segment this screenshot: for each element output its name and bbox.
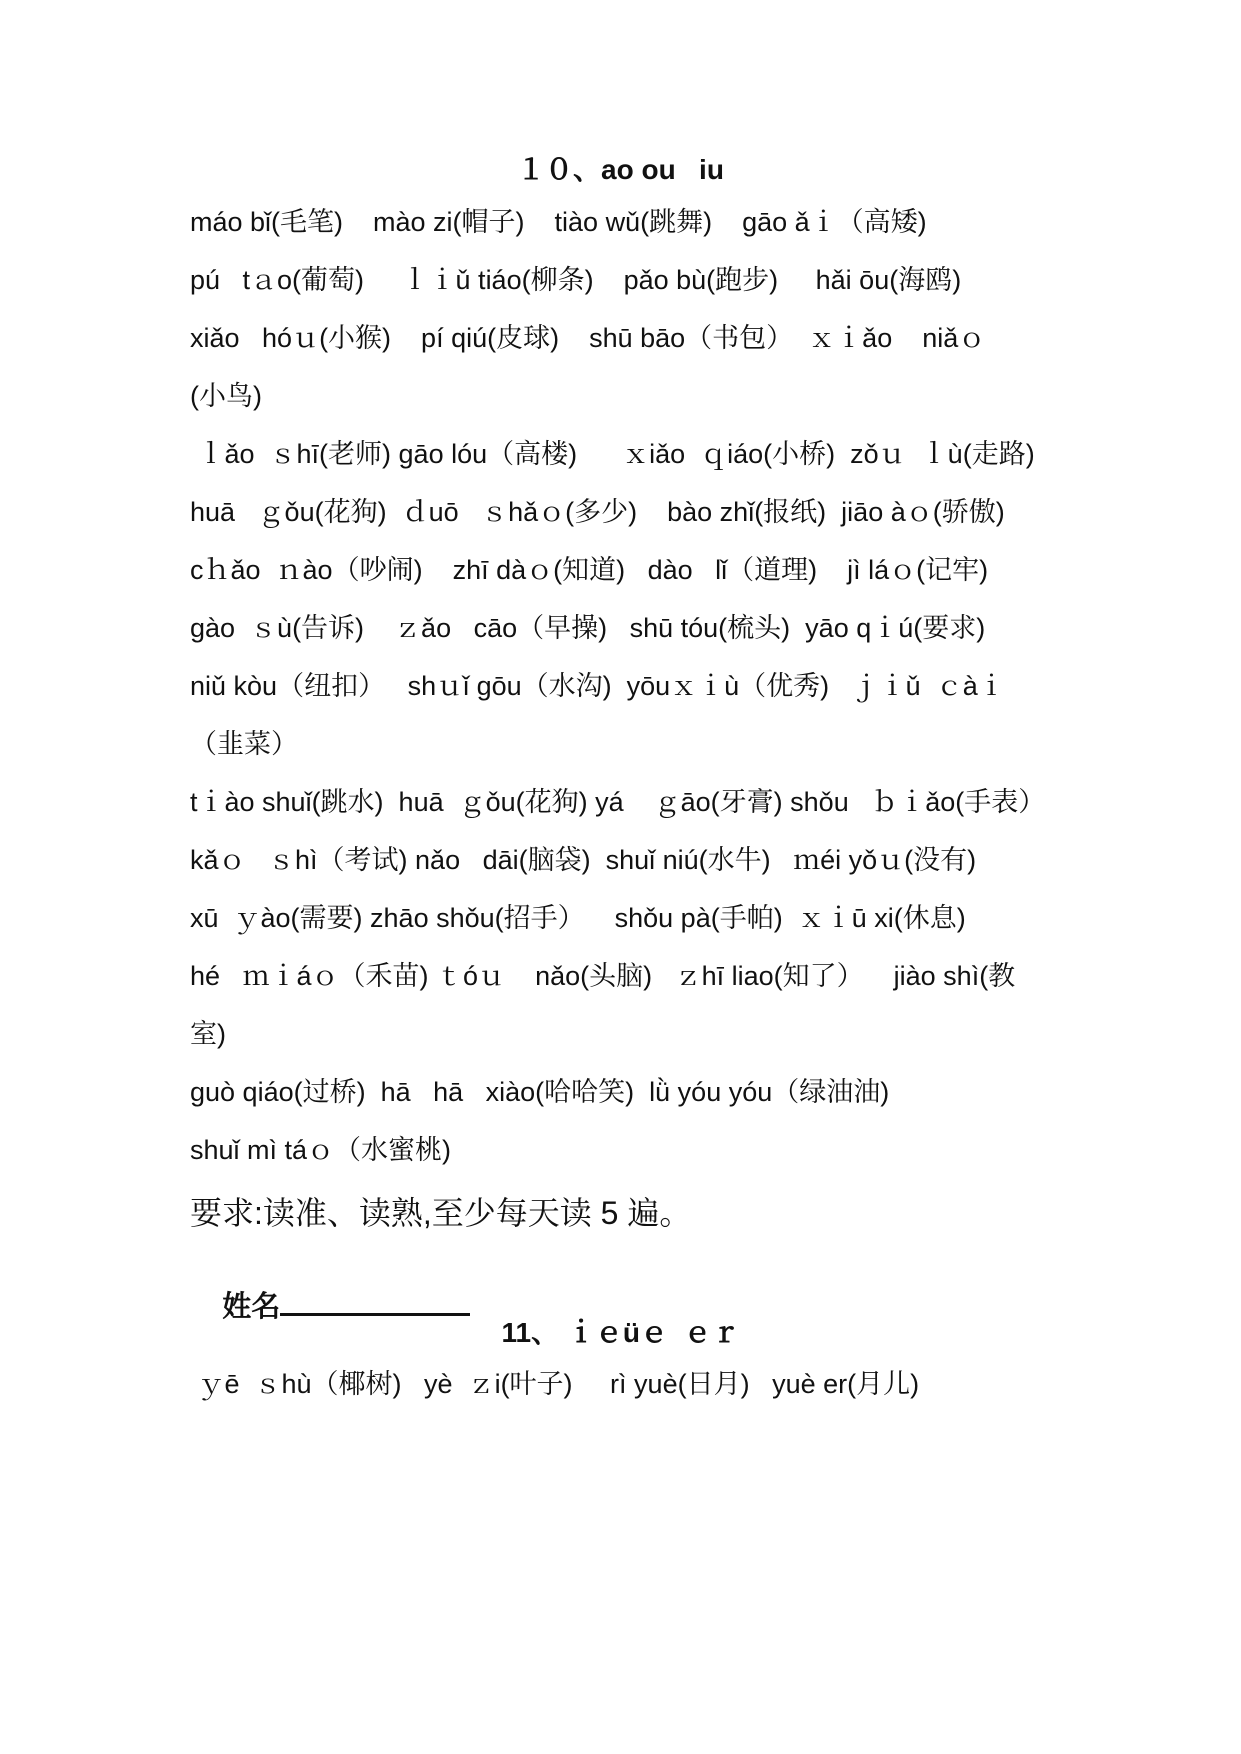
pinyin-line: kǎｏ ｓhì（考试) nǎo dāi(脑袋) shuǐ niú(水牛) ｍéi yǒｕ(没有) (190, 845, 977, 875)
pinyin-line: （韭菜） (190, 729, 298, 759)
pinyin-line: gào ｓù(告诉) ｚǎo cāo（早操) shū tóu(梳头) yāo qｉú(要求) (190, 613, 986, 643)
section-10-title: １０、ao ou iu (517, 154, 724, 185)
pinyin-line: ｌǎo ｓhī(老师) gāo lóu（高楼) ｘiǎo ｑiáo(小桥) zǒｕ ｌù(走路) (190, 439, 1035, 469)
pinyin-line: (小鸟) (190, 381, 262, 411)
pinyin-line: niǔ kòu（纽扣） shｕǐ gōu（水沟) yōuｘｉù（优秀) ｊｉǔ ｃàｉ (190, 671, 1005, 701)
section-11-title: 11、 ｉｅüｅ ｅｒ (501, 1317, 740, 1348)
pinyin-line: tｉào shuǐ(跳水) huā ｇǒu(花狗) yá ｇāo(牙膏) shǒu ｂｉǎo(手表） (190, 787, 1046, 817)
pinyin-line: cｈǎo ｎào（吵闹) zhī dàｏ(知道) dào lǐ（道理) jì láｏ(记牢) (190, 555, 989, 585)
pinyin-line: xū ｙào(需要) zhāo shǒu(招手） shǒu pà(手帕) ｘｉū xi(休息) (190, 903, 966, 933)
pinyin-line: huā ｇǒu(花狗) ｄuō ｓhǎｏ(多少) bào zhǐ(报纸) jiāo àｏ(骄傲) (190, 497, 1005, 527)
pinyin-line: ｙē ｓhù（椰树) yè ｚi(叶子) rì yuè(日月) yuè er(月儿) (190, 1369, 920, 1399)
pinyin-line: guò qiáo(过桥) hā hā xiào(哈哈笑) lǜ yóu yóu（绿油油) (190, 1077, 890, 1107)
pinyin-line: 室) (190, 1019, 226, 1049)
pinyin-line: pú tａo(葡萄) ｌｉǔ tiáo(柳条) pǎo bù(跑步) hǎi ōu(海鸥) (190, 265, 962, 295)
pinyin-line: hé ｍｉáｏ（禾苗) ｔóｕ nǎo(头脑) ｚhī liao(知了） jiào shì(教 (190, 961, 1016, 991)
name-label: 姓名 (222, 1291, 281, 1323)
pinyin-line: shuǐ mì táｏ（水蜜桃) (190, 1135, 452, 1165)
pinyin-line: máo bǐ(毛笔) mào zi(帽子) tiào wǔ(跳舞) gāo ǎｉ（高矮) (190, 207, 927, 237)
pinyin-line: xiǎo hóｕ(小猴) pí qiú(皮球) shū bāo（书包） ｘｉǎo niǎｏ (190, 323, 986, 353)
reading-requirement: 要求:读准、读熟,至少每天读 5 遍。 (190, 1195, 692, 1231)
